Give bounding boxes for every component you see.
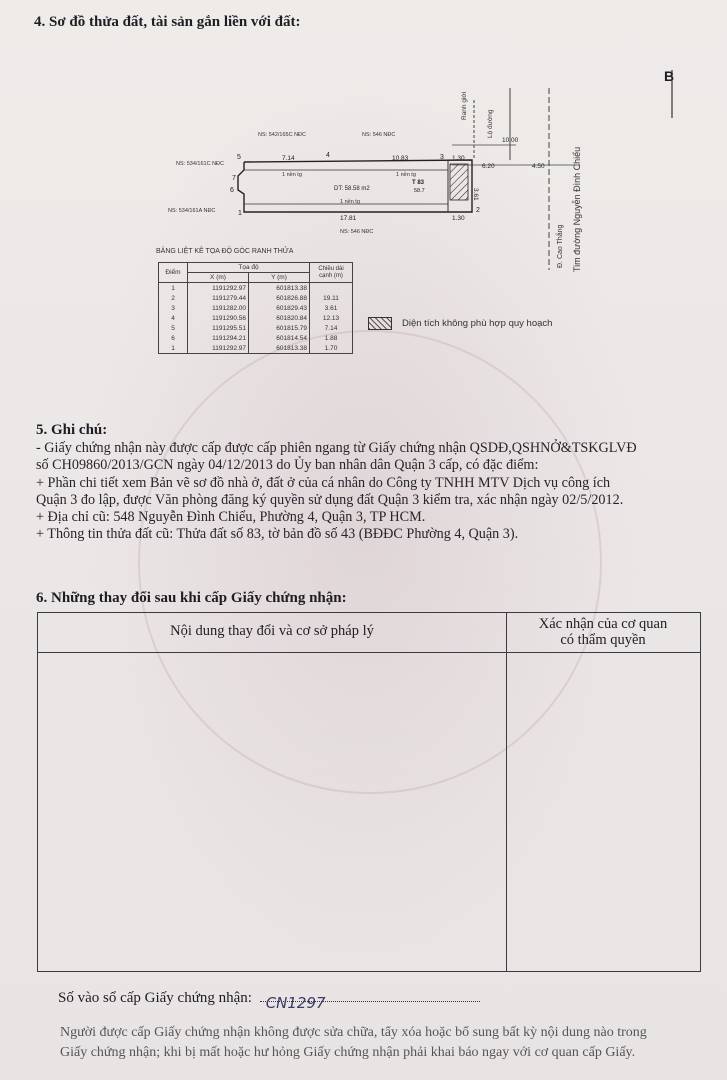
- coord-cell-x: 1191292.97: [188, 343, 249, 354]
- parcel-sub: 58.7: [414, 188, 425, 194]
- dim-label: 10.00: [502, 137, 519, 144]
- section6-title: 6. Những thay đổi sau khi cấp Giấy chứng nhận:: [36, 590, 347, 606]
- coord-row: [159, 303, 353, 313]
- parcel-number: T 83: [412, 180, 425, 186]
- floor-label: 1 nền tg: [282, 172, 302, 178]
- legend-text: Diện tích không phù hợp quy hoạch: [402, 317, 553, 329]
- neighbor-label: NS: 546 NĐC: [362, 132, 396, 138]
- footer-line: Giấy chứng nhận; khi bị mất hoặc hư hỏng Giấy chứng nhận phải khai báo ngay với cơ quan cấp Giấy.: [60, 1045, 636, 1060]
- coord-row: [159, 343, 353, 354]
- neighbor-label: NS: 534/161C NĐC: [176, 161, 224, 167]
- coord-cell-len: 1.70: [310, 343, 353, 354]
- coord-cell-len: 12.13: [310, 313, 353, 323]
- coord-row: [159, 283, 353, 294]
- coord-cell-len: 7.14: [310, 323, 353, 333]
- section5-title: 5. Ghi chú:: [36, 422, 108, 438]
- note-line: Quận 3 đo lập, được Văn phòng đăng ký quyền sử dụng đất Quận 3 kiểm tra, xác nhận ngày 02/5/2012.: [36, 491, 624, 508]
- neighbor-label: NS: 542/165C NĐC: [258, 132, 306, 138]
- road-label: Ranh giới: [461, 91, 468, 120]
- neighbor-label: NS: 546 NĐC: [340, 229, 374, 235]
- col-diem: Điểm: [159, 263, 188, 283]
- footer-note: [60, 1023, 720, 1063]
- coord-cell-x: 1191290.56: [188, 313, 249, 323]
- notes-block: [36, 440, 716, 544]
- dim-label: 6.20: [482, 163, 495, 170]
- coord-cell-diem: 5: [159, 323, 188, 333]
- parcel-sketch: [0, 0, 727, 300]
- coord-cell-len: 1.88: [310, 333, 353, 343]
- note-line: - Giấy chứng nhận này được cấp được cấp phiên ngang từ Giấy chứng nhận QSDĐ,QSHNỞ&TSKGLVĐ: [36, 440, 637, 456]
- point-label: 5: [237, 154, 241, 161]
- point-label: 6: [230, 187, 234, 194]
- registry-value: CN1297: [265, 994, 326, 1012]
- footer-line: Người được cấp Giấy chứng nhận không được sửa chữa, tẩy xóa hoặc bổ sung bất kỳ nội dung nào trong: [60, 1025, 647, 1040]
- col-changes-header: Nội dung thay đổi và cơ sở pháp lý: [170, 623, 374, 639]
- coord-cell-diem: 1: [159, 343, 188, 354]
- col-confirm-line1: Xác nhận của cơ quan: [538, 616, 668, 632]
- coord-cell-diem: 3: [159, 303, 188, 313]
- coord-row: [159, 333, 353, 343]
- legend-swatch: [368, 317, 392, 330]
- hatched-area: [450, 164, 468, 200]
- map-label-b: B: [664, 68, 675, 84]
- coord-cell-y: 601815.79: [249, 323, 310, 333]
- coord-cell-diem: 6: [159, 333, 188, 343]
- road-label: Đ. Cao Thắng: [557, 224, 564, 268]
- dim-label: 4.50: [532, 163, 545, 170]
- col-confirm-header: [506, 616, 700, 648]
- dim-label: 3.61: [472, 188, 479, 201]
- coord-cell-x: 1191292.97: [188, 283, 249, 294]
- table-divider: [506, 613, 507, 971]
- coord-cell-y: 601814.54: [249, 333, 310, 343]
- col-y: Y (m): [249, 273, 310, 283]
- note-line: số CH09860/2013/GCN ngày 04/12/2013 do Ủy ban nhân dân Quận 3 cấp, có đặc điểm:: [36, 457, 539, 474]
- note-line: + Phần chi tiết xem Bản vẽ sơ đồ nhà ở, đất ở của cá nhân do Công ty TNHH MTV Dịch vụ công ích: [36, 474, 611, 491]
- coord-cell-x: 1191279.44: [188, 293, 249, 303]
- coord-cell-len: 19.11: [310, 293, 353, 303]
- dim-label: 1.30: [452, 215, 465, 222]
- coord-cell-y: 601826.88: [249, 293, 310, 303]
- road-label: Lộ đường: [487, 109, 494, 138]
- area-label: DT: 58.58 m2: [334, 186, 370, 192]
- coord-cell-diem: 1: [159, 283, 188, 294]
- coord-cell-len: [310, 283, 353, 294]
- legend: [368, 314, 552, 332]
- point-label: 7: [232, 175, 236, 182]
- coord-row: [159, 293, 353, 303]
- coord-row: [159, 313, 353, 323]
- dim-label: 1.30: [452, 155, 465, 162]
- col-chieu-dai: Chiều dài cạnh (m): [310, 263, 353, 283]
- registry-dots: [260, 994, 480, 1012]
- coord-cell-x: 1191294.21: [188, 333, 249, 343]
- coord-cell-y: 601813.38: [249, 283, 310, 294]
- changes-table: [37, 612, 701, 972]
- table-header-line: [38, 652, 700, 653]
- coord-cell-y: 601829.43: [249, 303, 310, 313]
- section4-title: 4. Sơ đồ thửa đất, tài sản gắn liền với đất:: [34, 14, 301, 30]
- dim-label: 10.83: [392, 155, 409, 162]
- registry-line: [58, 990, 480, 1012]
- col-confirm-line2: có thẩm quyền: [560, 632, 646, 648]
- coord-table: [158, 262, 353, 354]
- neighbor-label: NS: 534/161A NĐC: [168, 208, 216, 214]
- coord-table-title: BẢNG LIỆT KÊ TỌA ĐỘ GÓC RANH THỬA: [156, 248, 294, 255]
- col-x: X (m): [188, 273, 249, 283]
- point-label: 1: [238, 210, 242, 217]
- registry-label: Số vào sổ cấp Giấy chứng nhận:: [58, 990, 252, 1006]
- floor-label: 1 nền tg: [396, 172, 416, 178]
- coord-cell-diem: 4: [159, 313, 188, 323]
- coord-cell-y: 601813.38: [249, 343, 310, 354]
- floor-label: 1 nền tg: [340, 199, 360, 205]
- dim-label: 17.81: [340, 215, 357, 222]
- point-label: 2: [476, 207, 480, 214]
- coord-row: [159, 323, 353, 333]
- note-line: + Địa chỉ cũ: 548 Nguyễn Đình Chiểu, Phường 4, Quận 3, TP HCM.: [36, 509, 426, 526]
- point-label: 4: [326, 152, 330, 159]
- coord-cell-x: 1191295.51: [188, 323, 249, 333]
- coord-cell-x: 1191282.00: [188, 303, 249, 313]
- dim-label: 7.14: [282, 155, 295, 162]
- coord-cell-len: 3.61: [310, 303, 353, 313]
- coord-cell-y: 601820.84: [249, 313, 310, 323]
- coord-cell-diem: 2: [159, 293, 188, 303]
- note-line: + Thông tin thửa đất cũ: Thửa đất số 83, tờ bản đồ số 43 (BĐĐC Phường 4, Quận 3).: [36, 526, 519, 543]
- col-toa-do: Tọa độ: [188, 263, 310, 273]
- road-label: Tim đường Nguyễn Đình Chiểu: [572, 146, 582, 272]
- coord-table-body: [159, 283, 353, 354]
- point-label: 3: [440, 154, 444, 161]
